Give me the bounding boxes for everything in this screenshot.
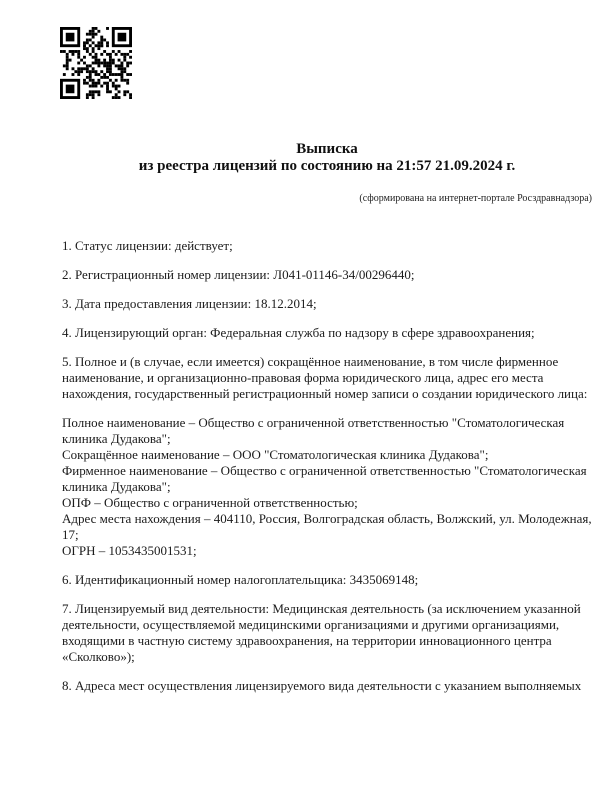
entity-legal-form: ОПФ – Общество с ограниченной ответственностью;	[62, 495, 358, 510]
item-6-inn: 6. Идентификационный номер налогоплательщика: 3435069148;	[62, 572, 419, 587]
entity-short-name: Сокращённое наименование – ООО "Стоматологическая клиника Дудакова";	[62, 447, 489, 462]
entity-details-block	[62, 415, 592, 559]
qr-code-icon	[60, 27, 132, 99]
title-line-2: из реестра лицензий по состоянию на 21:57 21.09.2024 г.	[138, 158, 516, 174]
document-content	[62, 141, 592, 707]
item-2-registration-number: 2. Регистрационный номер лицензии: Л041-01146-34/00296440;	[62, 267, 415, 282]
item-4-licensing-authority: 4. Лицензирующий орган: Федеральная служба по надзору в сфере здравоохранения;	[62, 325, 535, 340]
item-8-activity-addresses: 8. Адреса мест осуществления лицензируемого вида деятельности с указанием выполняемых	[62, 678, 582, 693]
title-line-1: Выписка	[296, 141, 358, 157]
item-3-grant-date: 3. Дата предоставления лицензии: 18.12.2014;	[62, 296, 317, 311]
item-5-entity-naming-intro: 5. Полное и (в случае, если имеется) сокращённое наименование, в том числе фирменное наименование, и организационно-правовая форма юридического лица, адрес его места нахождения, государственный регистрационный номер записи о создании юридического лица:	[62, 354, 588, 401]
item-7-licensed-activity: 7. Лицензируемый вид деятельности: Медицинская деятельность (за исключением указанной деятельности, осуществляемой медицинскими организациями и другими организациями, входящими в частную систему здравоохранения, на территории инновационного центра «Сколково»);	[62, 601, 581, 664]
item-1-status: 1. Статус лицензии: действует;	[62, 238, 233, 253]
entity-brand-name: Фирменное наименование – Общество с ограниченной ответственностью "Стоматологическая клиника Дудакова";	[62, 463, 587, 494]
document-title	[62, 141, 592, 175]
document-subtitle: (сформирована на интернет-портале Росздравнадзора)	[359, 193, 592, 204]
license-body	[62, 238, 592, 694]
qr-code-svg	[60, 27, 132, 99]
entity-ogrn: ОГРН – 1053435001531;	[62, 543, 197, 558]
entity-full-name: Полное наименование – Общество с ограниченной ответственностью "Стоматологическая клиника Дудакова";	[62, 415, 565, 446]
entity-address: Адрес места нахождения – 404110, Россия, Волгоградская область, Волжский, ул. Молодежная, 17;	[62, 511, 592, 542]
